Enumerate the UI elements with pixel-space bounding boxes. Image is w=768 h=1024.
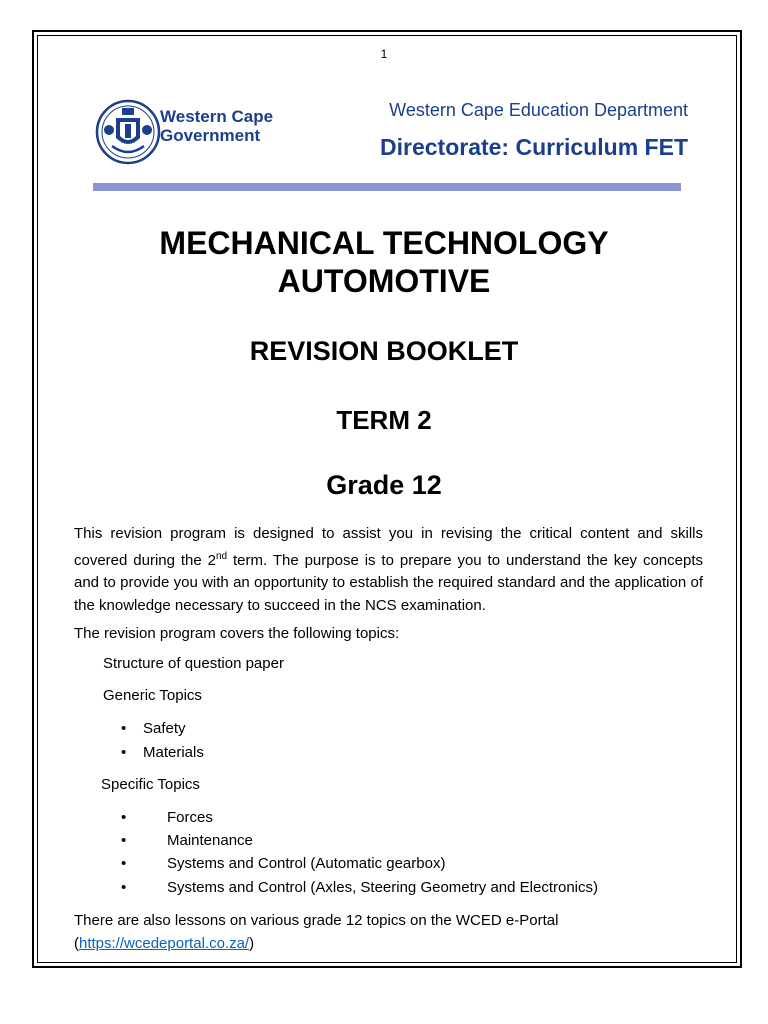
eportal-link[interactable]: https://wcedeportal.co.za/ [79, 934, 250, 952]
bullet-icon: • [121, 744, 127, 761]
page-number: 1 [380, 47, 388, 61]
eportal-text: There are also lessons on various grade 12 topics on the WCED e-Portal [74, 912, 559, 929]
generic-topic-item: Materials [143, 744, 204, 761]
grade-label: Grade 12 [326, 470, 442, 500]
link-close-paren: ) [249, 934, 255, 952]
bullet-icon: • [121, 855, 127, 872]
title-line-1: MECHANICAL TECHNOLOGY [159, 225, 609, 261]
bullet-icon: • [121, 720, 127, 737]
logo-wordmark-line1: Western Cape [160, 107, 274, 126]
eportal-note [74, 910, 703, 955]
generic-topic-item: Safety [143, 720, 186, 737]
intro-superscript: nd [215, 550, 228, 562]
structure-topic: Structure of question paper [103, 655, 284, 672]
coat-of-arms-logo-icon [92, 96, 164, 168]
bullet-icon: • [121, 832, 127, 849]
specific-topic-item: Maintenance [167, 832, 253, 849]
title-line-2: AUTOMOTIVE [277, 263, 491, 299]
intro-paragraph [74, 523, 703, 617]
topics-heading: The revision program covers the following topics: [74, 625, 400, 642]
intro-text-end: term. The purpose is to prepare you to understand the key concepts and to provide you with an opportunity to establish the required standard and the application of the knowledge necessary to succeed in the NCS examination. [74, 551, 703, 614]
bullet-icon: • [121, 809, 127, 826]
booklet-type: REVISION BOOKLET [249, 336, 519, 366]
generic-topics-heading: Generic Topics [103, 687, 202, 704]
specific-topic-item: Systems and Control (Axles, Steering Geometry and Electronics) [167, 879, 599, 896]
intro-text-start: This revision program is designed to assist you in revising the critical content and skills covered during the 2 [74, 525, 703, 569]
header-divider [93, 183, 681, 191]
specific-topic-item: Forces [167, 809, 213, 826]
specific-topics-heading: Specific Topics [101, 776, 200, 793]
specific-topic-item: Systems and Control (Automatic gearbox) [167, 855, 446, 872]
bullet-icon: • [121, 879, 127, 896]
link-open-paren: ( [74, 934, 79, 952]
eportal-link-line [74, 933, 703, 956]
department-name: Western Cape Education Department [389, 100, 688, 120]
term-label: TERM 2 [336, 405, 432, 435]
directorate-name: Directorate: Curriculum FET [380, 134, 688, 160]
logo-wordmark-line2: Government [160, 126, 261, 145]
logo-wordmark [160, 107, 273, 145]
